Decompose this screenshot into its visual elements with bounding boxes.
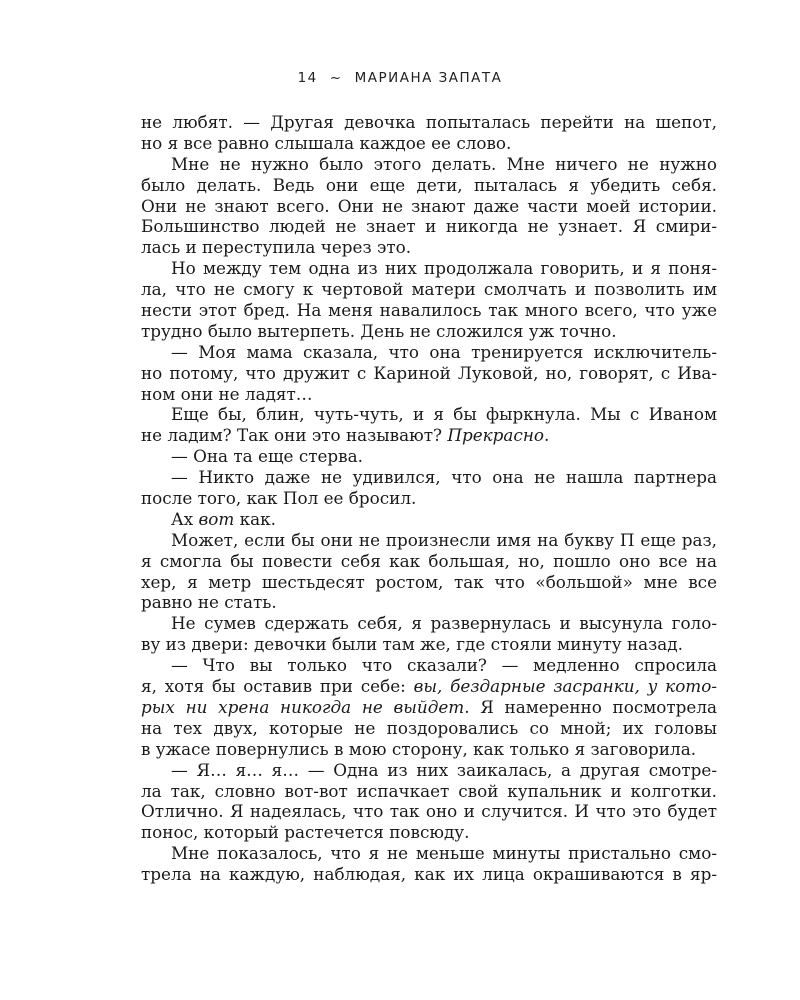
text-line — [141, 739, 717, 760]
text-line — [141, 530, 717, 551]
text-line — [141, 592, 717, 613]
text-line — [141, 822, 717, 843]
text-segment: Еще бы, блин, чуть-чуть, и я бы фыркнула. Мы с Иваном — [171, 404, 717, 425]
text-segment: я, хотя бы оставив при себе: — [141, 676, 414, 697]
running-head-author: МАРИАНА ЗАПАТА — [354, 70, 503, 86]
text-segment: Ах — [171, 508, 199, 529]
text-segment: равно не стать. — [141, 592, 277, 613]
italic-text: рых ни хрена никогда не выйдет — [141, 696, 465, 717]
text-segment: ву из двери: девочки были там же, где стояли минуту назад. — [141, 634, 683, 655]
text-line — [141, 384, 717, 405]
text-segment: трела на каждую, наблюдая, как их лица окрашиваются в яр- — [141, 864, 717, 885]
text-line — [141, 781, 717, 802]
text-line — [141, 216, 717, 237]
text-segment: Мне показалось, что я не меньше минуты пристально смо- — [171, 843, 717, 864]
text-line — [141, 279, 717, 300]
text-segment: на тех двух, которые не поздоровались со мной; их головы — [141, 717, 717, 738]
text-line — [141, 321, 717, 342]
text-line — [141, 509, 717, 530]
text-line — [141, 864, 717, 885]
text-segment: после того, как Пол ее бросил. — [141, 488, 417, 509]
body-text — [141, 112, 717, 885]
text-line — [141, 404, 717, 425]
italic-text: вы, бездарные засранки, у кото- — [413, 676, 717, 697]
text-line — [141, 112, 717, 133]
text-segment: нести этот бред. На меня навалилось так много всего, что уже — [141, 300, 717, 321]
italic-text: вот — [198, 508, 235, 529]
text-segment: лась и переступила через это. — [141, 237, 412, 258]
text-line — [141, 300, 717, 321]
text-segment: хер, я метр шестьдесят ростом, так что «большой» мне все — [141, 571, 717, 592]
running-head-separator: ~ — [329, 70, 343, 86]
text-line — [141, 655, 717, 676]
text-segment: — Никто даже не удивился, что она не нашла партнера — [171, 467, 717, 488]
text-line — [141, 572, 717, 593]
text-line — [141, 258, 717, 279]
text-line — [141, 154, 717, 175]
text-segment: я смогла бы повести себя как большая, но, пошло оно все на — [141, 550, 717, 571]
italic-text: Прекрасно — [447, 425, 544, 446]
page-number: 14 — [297, 70, 318, 86]
text-segment: Может, если бы они не произнесли имя на букву П еще раз, — [171, 529, 717, 550]
text-segment: ном они не ладят… — [141, 383, 313, 404]
text-line — [141, 342, 717, 363]
text-segment: в ужасе повернулись в мою сторону, как только я заговорила. — [141, 738, 697, 759]
text-line — [141, 676, 717, 697]
text-segment: не ладим? Так они это называют? — [141, 425, 448, 446]
text-segment: Мне не нужно было этого делать. Мне ничего не нужно — [171, 153, 717, 174]
text-segment: не любят. — Другая девочка попыталась перейти на шепот, — [141, 112, 717, 132]
text-segment: понос, который растечется повсюду. — [141, 822, 470, 843]
text-segment: Но между тем одна из них продолжала говорить, и я поня- — [171, 258, 717, 279]
text-line — [141, 613, 717, 634]
text-line — [141, 133, 717, 154]
text-segment: Большинство людей не знает и никогда не узнает. Я смири- — [141, 216, 717, 237]
text-line — [141, 467, 717, 488]
text-segment: ла так, словно вот-вот испачкает свой купальник и колготки. — [141, 780, 717, 801]
running-head — [0, 70, 800, 86]
text-segment: . — [543, 425, 550, 446]
text-segment: было делать. Ведь они еще дети, пыталась я убедить себя. — [141, 174, 717, 195]
text-line — [141, 488, 717, 509]
text-line — [141, 718, 717, 739]
text-line — [141, 801, 717, 822]
text-line — [141, 446, 717, 467]
text-segment: трудно было вытерпеть. День не сложился уж точно. — [141, 320, 617, 341]
text-segment: но я все равно слышала каждое ее слово. — [141, 132, 512, 153]
text-segment: Они не знают всего. Они не знают даже части моей истории. — [141, 195, 717, 216]
text-line — [141, 363, 717, 384]
text-segment: Отлично. Я надеялась, что так оно и случится. И что это будет — [141, 801, 717, 822]
text-segment: — Я… я… я… — Одна из них заикалась, а другая смотре- — [171, 759, 717, 780]
text-line — [141, 634, 717, 655]
text-line — [141, 425, 717, 446]
text-segment: ла, что не смогу к чертовой матери смолчать и позволить им — [141, 279, 717, 300]
text-segment: — Она та еще стерва. — [171, 446, 363, 467]
text-line — [141, 196, 717, 217]
text-segment: . Я намеренно посмотрела — [464, 696, 717, 717]
text-line — [141, 760, 717, 781]
text-segment: — Что вы только что сказали? — медленно спросила — [171, 655, 717, 676]
text-segment: как. — [234, 508, 276, 529]
text-line — [141, 843, 717, 864]
text-line — [141, 237, 717, 258]
text-line — [141, 551, 717, 572]
text-line — [141, 697, 717, 718]
text-segment: но потому, что дружит с Кариной Луковой, но, говорят, с Ива- — [141, 362, 717, 383]
text-segment: — Моя мама сказала, что она тренируется исключитель- — [171, 341, 717, 362]
text-line — [141, 175, 717, 196]
text-segment: Не сумев сдержать себя, я развернулась и высунула голо- — [171, 613, 717, 634]
